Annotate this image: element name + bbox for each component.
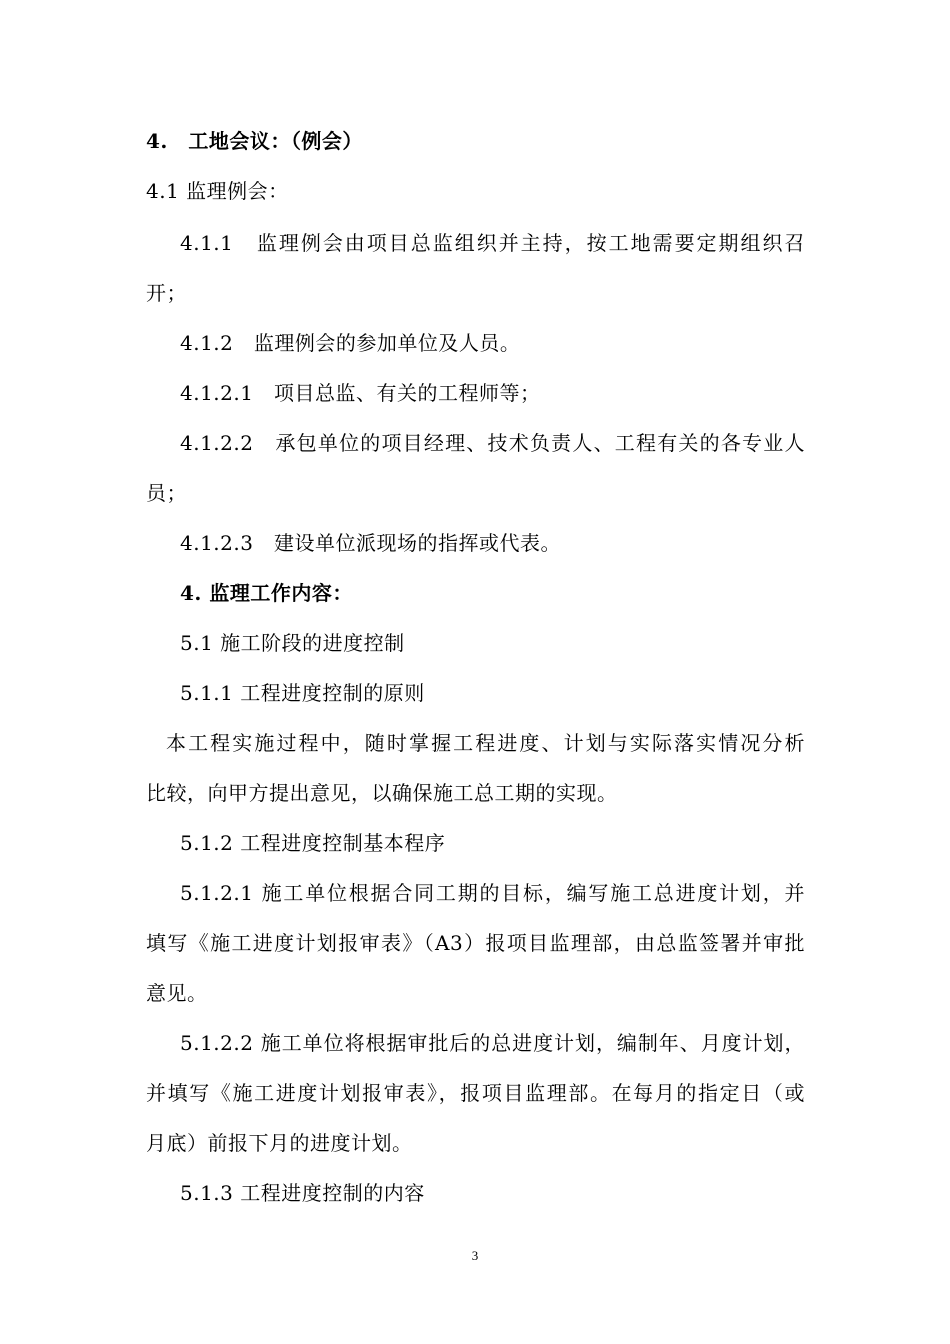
subheading-supervision-meeting: 4.1 监理例会：	[146, 179, 289, 203]
paragraph-line: 5.1.2.1 施工单位根据合同工期的目标，编写施工总进度计划，并	[180, 881, 805, 905]
paragraph-line: 填写《施工进度计划报审表》（A3）报项目监理部，由总监签署并审批	[146, 931, 805, 955]
paragraph-line: 本工程实施过程中，随时掌握工程进度、计划与实际落实情况分析	[166, 731, 805, 755]
paragraph-line: 5.1.2.2 施工单位将根据审批后的总进度计划，编制年、月度计划，	[180, 1031, 805, 1055]
paragraph-line: 比较，向甲方提出意见，以确保施工总工期的实现。	[146, 781, 618, 805]
paragraph-line: 意见。	[146, 981, 208, 1005]
subheading-control-principle: 5.1.1 工程进度控制的原则	[180, 681, 425, 705]
page-number: 3	[471, 1248, 479, 1263]
paragraph-line: 并填写《施工进度计划报审表》，报项目监理部。在每月的指定日（或	[146, 1081, 805, 1105]
paragraph-line: 开；	[146, 281, 187, 305]
paragraph-line: 4.1.2.1 项目总监、有关的工程师等；	[180, 381, 541, 405]
paragraph-line: 4.1.2 监理例会的参加单位及人员。	[180, 331, 521, 355]
paragraph-line: 4.1.2.3 建设单位派现场的指挥或代表。	[180, 531, 561, 555]
heading-supervision-work: 4. 监理工作内容：	[180, 581, 353, 605]
paragraph-line: 月底）前报下月的进度计划。	[146, 1131, 413, 1155]
subheading-control-content: 5.1.3 工程进度控制的内容	[180, 1181, 425, 1205]
subheading-control-procedure: 5.1.2 工程进度控制基本程序	[180, 831, 446, 855]
paragraph-line: 4.1.2.2 承包单位的项目经理、技术负责人、工程有关的各专业人	[180, 431, 805, 455]
paragraph-line: 员；	[146, 481, 187, 505]
subheading-schedule-control: 5.1 施工阶段的进度控制	[180, 631, 405, 655]
heading-site-meeting: 4. 工地会议：（例会）	[146, 129, 363, 153]
paragraph-line: 4.1.1 监理例会由项目总监组织并主持，按工地需要定期组织召	[180, 231, 805, 255]
